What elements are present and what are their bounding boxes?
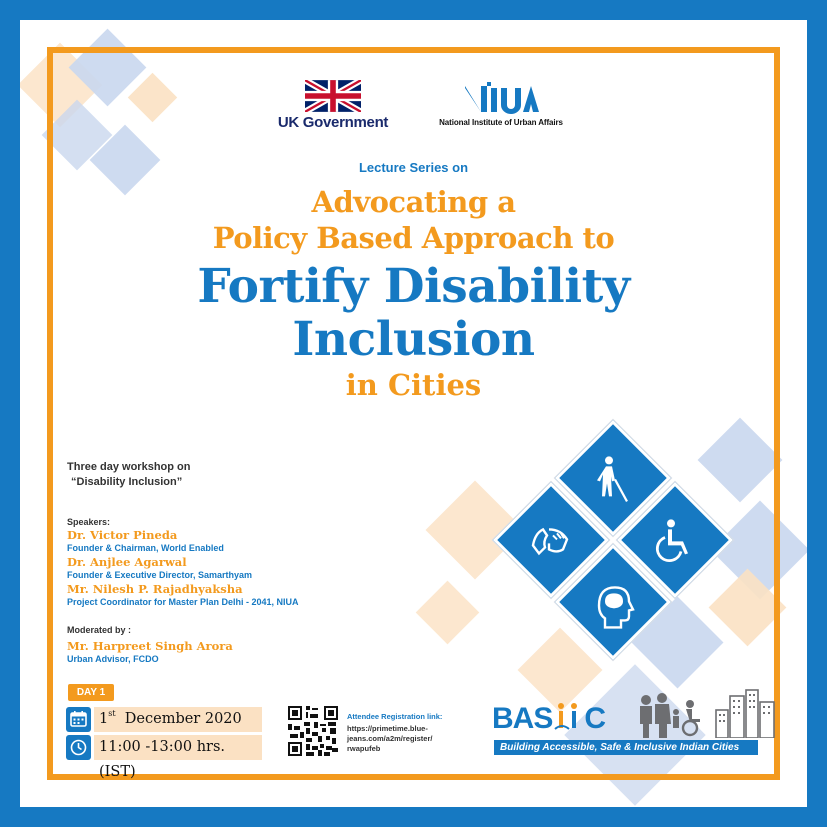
uk-government-label: UK Government	[277, 114, 389, 131]
basiic-word-start: BAS	[492, 702, 553, 735]
registration-link-line-1: https://primetime.blue-	[347, 724, 428, 733]
calendar-icon	[66, 707, 91, 732]
uk-government-logo	[274, 80, 392, 131]
time-row	[66, 735, 262, 780]
niua-logo	[438, 80, 564, 127]
day-badge: DAY 1	[68, 684, 114, 701]
date-suffix: st	[108, 709, 116, 718]
family-icon	[636, 692, 706, 738]
registration-info	[347, 712, 457, 754]
speakers-label: Speakers:	[67, 517, 111, 527]
speakers-section	[67, 517, 299, 608]
niua-mark-icon	[461, 80, 541, 116]
niua-label: National Institute of Urban Affairs	[439, 118, 563, 127]
moderator-role: Urban Advisor, FCDO	[67, 654, 159, 664]
title-line-3: Fortify Disability	[197, 259, 630, 314]
speaker-role: Founder & Executive Director, Samarthyam	[67, 570, 253, 580]
union-jack-flag-icon	[305, 80, 361, 112]
workshop-line-1: Three day workshop on	[67, 461, 191, 473]
speaker-name: Dr. Victor Pineda	[67, 528, 178, 542]
registration-link-line-2: jeans.com/a2m/register/	[347, 734, 433, 743]
speaker-role: Project Coordinator for Master Plan Delhi - 2041, NIUA	[67, 597, 299, 607]
blind-person-icon	[585, 451, 641, 507]
title-line-4: Inclusion	[292, 312, 535, 367]
registration-link[interactable]	[347, 724, 457, 754]
basiic-word-end: C	[584, 702, 606, 735]
speaker-name: Mr. Nilesh P. Rajadhyaksha	[67, 582, 243, 596]
city-skyline-icon	[714, 688, 778, 738]
moderator-section	[67, 625, 233, 665]
poster	[20, 20, 807, 807]
workshop-info	[67, 460, 190, 490]
date-row	[66, 707, 262, 732]
speaker-name: Dr. Anjlee Agarwal	[67, 555, 187, 569]
sign-language-icon	[523, 513, 579, 569]
title-line-1: Advocating a	[311, 185, 516, 219]
event-time: 11:00 -13:00 hrs. (IST)	[94, 735, 262, 760]
date-day: 1	[99, 711, 109, 727]
speaker-role: Founder & Chairman, World Enabled	[67, 543, 224, 553]
basiic-tagline: Building Accessible, Safe & Inclusive Indian Cities	[494, 740, 758, 755]
lecture-series-label: Lecture Series on	[358, 160, 469, 175]
event-date	[94, 707, 262, 732]
moderator-name: Mr. Harpreet Singh Arora	[67, 639, 233, 653]
basiic-logo	[492, 688, 782, 760]
qr-code-icon[interactable]	[288, 706, 338, 756]
title-line-2: Policy Based Approach to	[212, 221, 615, 255]
disability-icons-diamond	[483, 405, 743, 665]
moderator-label: Moderated by :	[67, 625, 132, 635]
logo-bar	[20, 80, 807, 140]
wheelchair-icon	[647, 513, 703, 569]
clock-icon	[66, 735, 91, 760]
registration-link-line-3: rwapufeb	[347, 744, 381, 753]
accessibility-figures-icon	[553, 702, 583, 730]
basiic-wordmark	[492, 702, 605, 736]
registration-title: Attendee Registration link:	[347, 712, 443, 721]
date-rest: December 2020	[124, 711, 242, 727]
title-line-5: in Cities	[345, 368, 482, 402]
workshop-line-2: “Disability Inclusion”	[71, 476, 183, 488]
brain-head-icon	[585, 575, 641, 631]
